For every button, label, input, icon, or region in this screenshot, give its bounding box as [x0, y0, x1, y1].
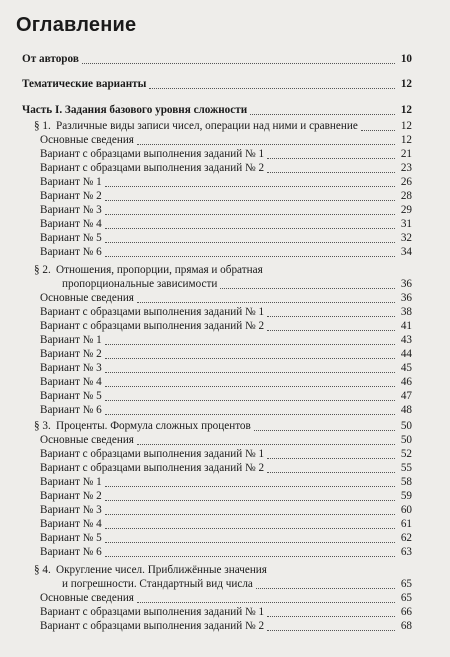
toc-item-label: Вариант с образцами выполнения заданий № 1 — [40, 306, 265, 318]
toc-item-page: 60 — [400, 504, 412, 516]
dot-leader — [105, 556, 395, 557]
toc-item — [40, 333, 412, 347]
toc-item-page: 63 — [400, 546, 412, 558]
dot-leader — [105, 200, 395, 201]
dot-leader — [361, 130, 395, 131]
toc-item — [40, 375, 412, 389]
toc-item-page: 28 — [400, 190, 412, 202]
section-title-cont: и погрешности. Стандартный вид числа — [62, 578, 253, 590]
dot-leader — [105, 486, 395, 487]
toc-item-page: 59 — [400, 490, 412, 502]
toc-item — [40, 545, 412, 559]
toc-item — [40, 475, 412, 489]
toc-item — [40, 161, 412, 175]
toc-item-label: Вариант с образцами выполнения заданий № 2 — [40, 162, 265, 174]
toc-item-page: 47 — [400, 390, 412, 402]
toc-section-4-cont — [62, 577, 412, 591]
toc-item-label: Вариант с образцами выполнения заданий № 1 — [40, 148, 265, 160]
toc-item-page: 46 — [400, 376, 412, 388]
toc-item — [40, 517, 412, 531]
toc-entry-page: 12 — [400, 78, 412, 90]
toc-item — [40, 305, 412, 319]
toc-item — [40, 389, 412, 403]
toc-item-label: Вариант № 3 — [40, 504, 102, 516]
toc-item-page: 52 — [400, 448, 412, 460]
toc-item-label: Вариант № 6 — [40, 546, 102, 558]
toc-item-page: 65 — [400, 592, 412, 604]
toc-item-label: Вариант № 4 — [40, 376, 102, 388]
toc-item-label: Вариант № 3 — [40, 204, 102, 216]
section-number: § 3. — [34, 420, 51, 432]
section-number: § 2. — [34, 264, 51, 276]
toc-item — [40, 217, 412, 231]
toc-item-page: 29 — [400, 204, 412, 216]
section-title: Различные виды записи чисел, операции над ними и сравнение — [56, 120, 358, 132]
toc-item-label: Основные сведения — [40, 292, 134, 304]
dot-leader — [267, 458, 395, 459]
toc-item-label: Вариант № 5 — [40, 532, 102, 544]
toc-item-page: 43 — [400, 334, 412, 346]
dot-leader — [267, 630, 395, 631]
dot-leader — [267, 616, 395, 617]
dot-leader — [254, 430, 395, 431]
dot-leader — [105, 186, 395, 187]
toc-item-label: Основные сведения — [40, 134, 134, 146]
toc-section-4 — [34, 563, 412, 577]
toc-item — [40, 319, 412, 333]
toc-entry-page: 10 — [400, 53, 412, 65]
toc-item-label: Вариант № 5 — [40, 232, 102, 244]
toc-item-label: Основные сведения — [40, 434, 134, 446]
dot-leader — [105, 414, 395, 415]
toc-item-label: Основные сведения — [40, 592, 134, 604]
dot-leader — [137, 144, 395, 145]
toc-item — [40, 605, 412, 619]
toc-item — [40, 619, 412, 633]
dot-leader — [105, 400, 395, 401]
section-page: 36 — [400, 278, 412, 290]
toc-item — [40, 461, 412, 475]
toc-item-label: Вариант № 3 — [40, 362, 102, 374]
toc-item-page: 21 — [400, 148, 412, 160]
toc-item — [40, 231, 412, 245]
dot-leader — [137, 602, 395, 603]
dot-leader — [267, 172, 395, 173]
toc-item-page: 62 — [400, 532, 412, 544]
dot-leader — [105, 500, 395, 501]
toc-item-label: Вариант № 1 — [40, 334, 102, 346]
dot-leader — [105, 542, 395, 543]
toc-item-label: Вариант с образцами выполнения заданий № 2 — [40, 320, 265, 332]
toc-entry-page: 12 — [400, 104, 412, 116]
toc-entry-label: Часть I. Задания базового уровня сложности — [22, 104, 248, 116]
toc-item — [40, 531, 412, 545]
dot-leader — [105, 256, 395, 257]
dot-leader — [267, 472, 395, 473]
toc-item-page: 26 — [400, 176, 412, 188]
toc-item — [40, 203, 412, 217]
dot-leader — [105, 242, 395, 243]
toc-item-label: Вариант № 1 — [40, 476, 102, 488]
toc-entry-label: От авторов — [22, 53, 79, 65]
section-number: § 1. — [34, 120, 51, 132]
toc-item-label: Вариант № 2 — [40, 490, 102, 502]
toc-item-label: Вариант № 5 — [40, 390, 102, 402]
toc-item-page: 58 — [400, 476, 412, 488]
section-page: 50 — [400, 420, 412, 432]
toc-entry-authors — [22, 52, 412, 66]
toc-entry-label: Тематические варианты — [22, 78, 147, 90]
dot-leader — [220, 288, 395, 289]
toc-item-page: 34 — [400, 246, 412, 258]
toc-item — [40, 291, 412, 305]
toc-item — [40, 175, 412, 189]
toc-item — [40, 433, 412, 447]
section-number: § 4. — [34, 564, 51, 576]
dot-leader — [105, 214, 395, 215]
toc-item-label: Вариант с образцами выполнения заданий № 1 — [40, 448, 265, 460]
section-page: 12 — [400, 120, 412, 132]
toc-item — [40, 347, 412, 361]
section-title: Округление чисел. Приближённые значения — [56, 564, 267, 576]
page-title: Оглавление — [16, 14, 137, 36]
toc-item-page: 41 — [400, 320, 412, 332]
dot-leader — [105, 344, 395, 345]
toc-item-page: 31 — [400, 218, 412, 230]
toc-section-3 — [34, 419, 412, 433]
toc-item-label: Вариант с образцами выполнения заданий № 1 — [40, 606, 265, 618]
dot-leader — [105, 228, 395, 229]
toc-item-label: Вариант № 2 — [40, 190, 102, 202]
toc-item-page: 66 — [400, 606, 412, 618]
toc-item-label: Вариант с образцами выполнения заданий № 2 — [40, 462, 265, 474]
toc-item — [40, 147, 412, 161]
dot-leader — [250, 114, 395, 115]
toc-item — [40, 447, 412, 461]
toc-item-page: 38 — [400, 306, 412, 318]
toc-item-page: 32 — [400, 232, 412, 244]
dot-leader — [105, 514, 395, 515]
dot-leader — [267, 330, 395, 331]
toc-item-page: 23 — [400, 162, 412, 174]
toc-item-page: 45 — [400, 362, 412, 374]
toc-item-page: 55 — [400, 462, 412, 474]
dot-leader — [137, 302, 395, 303]
toc-item-page: 50 — [400, 434, 412, 446]
toc-entry-part1 — [22, 103, 412, 117]
toc-item — [40, 245, 412, 259]
dot-leader — [105, 528, 395, 529]
dot-leader — [105, 358, 395, 359]
toc-item-label: Вариант № 4 — [40, 518, 102, 530]
section-title: Проценты. Формула сложных процентов — [56, 420, 251, 432]
toc-item-page: 68 — [400, 620, 412, 632]
dot-leader — [82, 63, 395, 64]
toc-item-page: 36 — [400, 292, 412, 304]
toc-item-page: 12 — [400, 134, 412, 146]
section-title: Отношения, пропорции, прямая и обратная — [56, 264, 263, 276]
dot-leader — [256, 588, 395, 589]
toc-item-label: Вариант с образцами выполнения заданий № 2 — [40, 620, 265, 632]
toc-item-label: Вариант № 4 — [40, 218, 102, 230]
dot-leader — [267, 316, 395, 317]
dot-leader — [267, 158, 395, 159]
toc-section-2 — [34, 263, 412, 277]
section-title-cont: пропорциональные зависимости — [62, 278, 218, 290]
toc-item — [40, 489, 412, 503]
section-page: 65 — [400, 578, 412, 590]
toc-item — [40, 361, 412, 375]
toc-section-2-cont — [62, 277, 412, 291]
toc-item-page: 61 — [400, 518, 412, 530]
toc-section-1 — [34, 119, 412, 133]
dot-leader — [105, 372, 395, 373]
toc-item-label: Вариант № 2 — [40, 348, 102, 360]
toc-item-page: 44 — [400, 348, 412, 360]
toc-item — [40, 503, 412, 517]
toc-item — [40, 189, 412, 203]
toc-item — [40, 591, 412, 605]
toc-item-label: Вариант № 1 — [40, 176, 102, 188]
dot-leader — [105, 386, 395, 387]
dot-leader — [137, 444, 395, 445]
dot-leader — [149, 88, 395, 89]
toc-item-page: 48 — [400, 404, 412, 416]
toc-entry-thematic — [22, 77, 412, 91]
toc-item-label: Вариант № 6 — [40, 246, 102, 258]
toc-item — [40, 133, 412, 147]
toc-item-label: Вариант № 6 — [40, 404, 102, 416]
toc-item — [40, 403, 412, 417]
